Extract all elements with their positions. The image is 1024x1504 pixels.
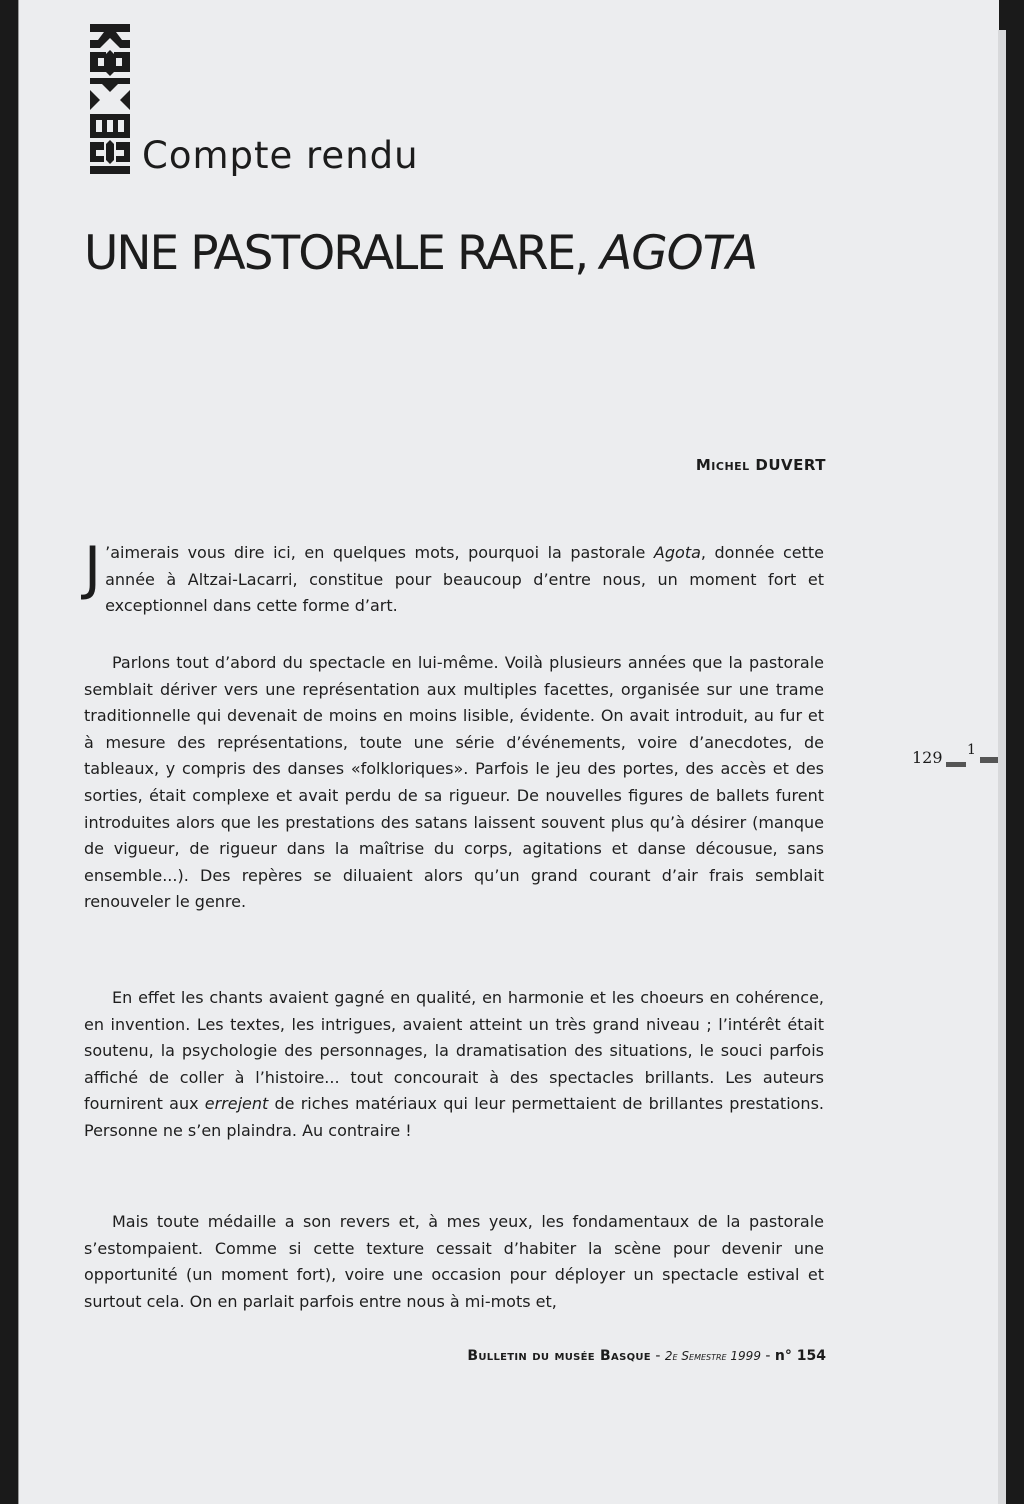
- page-edge: [998, 30, 1006, 1504]
- basque-ornament-icon: [86, 22, 134, 174]
- paragraph-4-text: Mais toute médaille a son revers et, à mes yeux, les fondamentaux de la pastorale s’estompaient. Comme si cette texture cessait d’habiter la scène pour devenir une opportunité (un moment fort), voire une occasion pour déployer un spectacle estival et surtout cela. On en parlait parfois entre nous à mi-mots et,: [84, 1212, 824, 1311]
- paragraph-1: [84, 534, 824, 620]
- footer: [467, 1348, 826, 1364]
- title-italic: AGOTA: [600, 226, 758, 281]
- page-number: 129: [912, 748, 943, 767]
- footer-journal: Bulletin du musée Basque: [467, 1348, 651, 1364]
- paragraph-1-emphasis: Agota: [653, 543, 701, 562]
- paragraph-1-part-1: ’aimerais vous dire ici, en quelques mots, pourquoi la pastorale: [105, 543, 654, 562]
- section-heading: Compte rendu: [142, 134, 419, 177]
- footer-semester: 2e Semestre 1999: [664, 1349, 761, 1363]
- title-main: UNE PASTORALE RARE,: [84, 226, 601, 281]
- paragraph-3-part-2: de riches matériaux qui leur permettaient de brillantes prestations. Personne ne s’en plaindra. Au contraire !: [84, 1094, 824, 1140]
- footer-separator: -: [760, 1348, 775, 1364]
- paragraph-2-text: Parlons tout d’abord du spectacle en lui-même. Voilà plusieurs années que la pastorale semblait dériver vers une représentation aux multiples facettes, organisée sur une trame traditionnelle qui devenait de moins en moins lisible, évidente. On avait introduit, au fur et à mesure des représentations, toute une série d’événements, voire d’anecdotes, de tableaux, y compris des danses «folkloriques». Parfois le jeu des portes, des accès et des sorties, était complexe et avait perdu de sa rigueur. De nouvelles figures de ballets furent introduites alors que les prestations des satans laissent souvent plus qu’à désirer (manque de vigueur, de rigueur dans la maîtrise du corps, agitations et danse décousue, sans ensemble...). Des repères se diluaient alors qu’un grand courant d’air frais semblait renouveler le genre.: [84, 653, 824, 912]
- drop-cap: J: [84, 534, 102, 602]
- margin-bar: [980, 757, 998, 763]
- margin-bar: [946, 762, 966, 767]
- paragraph-2: [84, 650, 824, 916]
- author-name: Michel DUVERT: [695, 456, 826, 474]
- margin-note-number: 1: [967, 742, 976, 758]
- footer-issue: n° 154: [774, 1348, 826, 1364]
- paragraph-3-part-1: En effet les chants avaient gagné en qualité, en harmonie et les choeurs en cohérence, en invention. Les textes, les intrigues, avaient atteint un très grand niveau ; l’intérêt était soutenu, la psychologie des personnages, la dramatisation des situations, le souci parfois affiché de coller à l’histoire... tout concourait à des spectacles brillants. Les auteurs fournirent aux: [84, 988, 824, 1114]
- paragraph-3-emphasis: errejent: [204, 1094, 269, 1114]
- paragraph-1-part-2: , donnée cette année à Altzai-Lacarri, constitue pour beaucoup d’entre nous, un moment fort et exceptionnel dans cette forme d’art.: [105, 543, 824, 616]
- article-title: [84, 226, 757, 281]
- footer-separator: -: [650, 1348, 665, 1364]
- paragraph-4: [84, 1209, 824, 1315]
- paragraph-3: [84, 985, 824, 1145]
